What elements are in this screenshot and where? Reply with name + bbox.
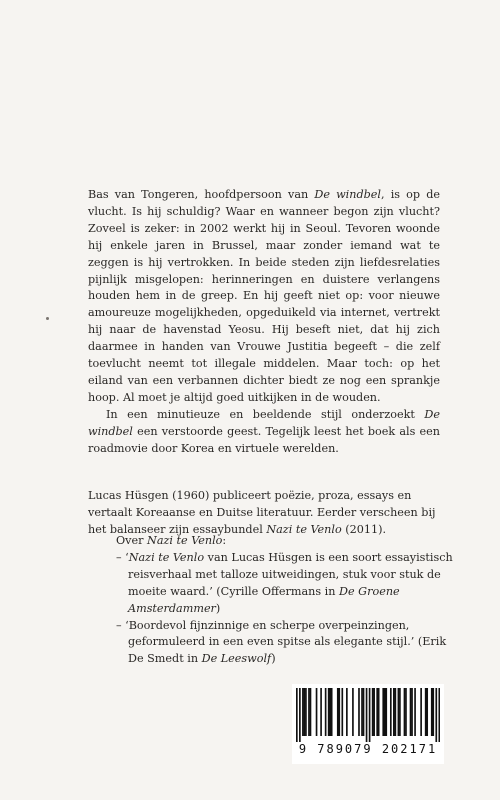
barcode [292, 684, 444, 764]
review-quotes [116, 533, 456, 668]
text-run: In een minutieuze en beeldende stijl onderzoekt [106, 407, 425, 421]
barcode-bar [425, 688, 427, 736]
barcode-bar [328, 688, 330, 736]
barcode-bar [302, 688, 304, 736]
text-run: Bas van Tongeren, hoofdpersoon van [88, 188, 315, 201]
barcode-bar [435, 688, 437, 742]
blurb-paragraph-2 [88, 407, 440, 458]
italic-title: De Groene Amsterdammer [128, 584, 400, 615]
quotes-heading [116, 533, 456, 550]
barcode-bar [329, 688, 331, 736]
italic-title: Nazi te Venlo [128, 550, 205, 564]
barcode-bar [352, 688, 354, 736]
barcode-bar [341, 688, 343, 736]
barcode-bar [393, 688, 395, 736]
barcode-bar [305, 688, 307, 736]
barcode-bar [414, 688, 416, 736]
italic-title: Nazi te Venlo [266, 522, 342, 536]
author-bio [88, 488, 440, 539]
barcode-bar [432, 688, 434, 736]
barcode-bar [398, 688, 400, 736]
barcode-bars [296, 688, 440, 742]
review-quote-2 [116, 618, 456, 669]
text-run: : [222, 534, 227, 547]
barcode-bar [395, 688, 397, 736]
barcode-bar [369, 688, 371, 742]
italic-title: De Leeswolf [201, 652, 272, 666]
barcode-bar [363, 688, 365, 736]
barcode-bar [438, 688, 440, 742]
blurb-paragraph-1 [88, 187, 440, 407]
italic-title: De windbel [314, 188, 381, 201]
italic-title: Nazi te Venlo [147, 534, 223, 547]
barcode-bar [411, 688, 413, 736]
barcode-bar [426, 688, 428, 736]
text-run: Over [116, 534, 148, 547]
barcode-bar [405, 688, 407, 736]
text-run: – ‘Boordevol fijnzinnige en scherpe overpeinzingen, geformuleerd in een even spitse als elegante stijl.’ (Erik De Smedt in [116, 618, 447, 666]
barcode-bar [376, 688, 378, 736]
barcode-bar [338, 688, 340, 736]
author-bio-paragraph [88, 488, 440, 539]
barcode-bar [296, 688, 298, 742]
review-quote-1 [116, 550, 456, 618]
barcode-bar [404, 688, 406, 736]
italic-title: De windbel [88, 407, 440, 438]
barcode-bar [308, 688, 310, 736]
barcode-bar [346, 688, 348, 736]
barcode-bar [304, 688, 306, 736]
text-run: ) [271, 652, 276, 666]
text-run: ) [215, 601, 221, 615]
barcode-bar [373, 688, 375, 736]
barcode-bar [358, 688, 360, 736]
print-speck [46, 317, 49, 320]
barcode-bar [420, 688, 422, 736]
barcode-bar [337, 688, 339, 736]
isbn-number: 9 789079 202171 [298, 742, 438, 756]
barcode-bar [316, 688, 318, 736]
text-run: , is op de vlucht. Is hij schuldig? Waar en wanneer begon zijn vlucht? Zoveel is zeker: in 2002 werkt hij in Seoul. Tevoren woonde hij enkele jaren in Brussel, maar zonder iemand wat te zeggen is hij vertrokken. In beide steden zijn liefdesrelaties pijnlijk misgelopen: herinneringen en duistere verlangens houden hem in de greep. En hij geeft niet op: voor nieuwe amoureuze mogelijkheden, opgeduikeld via internet, vertrekt hij naar de havenstad Yeosu. Hij beseft niet, dat hij zich daarmee in handen van Vrouwe Justitia begeeft – die zelf toevlucht neemt tot illegale middelen. Maar toch: op het eiland van een verbannen dichter biedt ze nog een sprankje hoop. Al moet je altijd goed uitkijken in de wouden. [88, 188, 440, 404]
barcode-bar [385, 688, 387, 736]
barcode-bar [384, 688, 386, 736]
blurb-text [88, 187, 440, 458]
barcode-bar [325, 688, 327, 736]
barcode-bar [431, 688, 433, 736]
barcode-bar [320, 688, 322, 736]
barcode-bar [399, 688, 401, 736]
text-run: van Lucas Hüsgen is een soort essayistisch reisverhaal met talloze uitweidingen, stuk voor stuk de moeite waard.’ (Cyrille Offermans in [128, 550, 453, 598]
barcode-bar [366, 688, 368, 742]
barcode-bar [361, 688, 363, 736]
text-run: Lucas Hüsgen (1960) publiceert poëzie, proza, essays en vertaalt Koreaanse en Duitse literatuur. Eerder verscheen bij het balanseer zijn essaybundel [88, 489, 436, 536]
barcode-bar [299, 688, 301, 742]
barcode-bar [372, 688, 374, 736]
barcode-bar [310, 688, 312, 736]
barcode-bar [390, 688, 392, 736]
text-run: een verstoorde geest. Tegelijk leest het boek als een roadmovie door Korea en virtuele werelden. [88, 424, 440, 455]
barcode-bar [331, 688, 333, 736]
barcode-bar [378, 688, 380, 736]
text-run: (2011). [341, 522, 387, 536]
text-run: – ‘ [116, 550, 129, 564]
barcode-bar [410, 688, 412, 736]
barcode-bar [382, 688, 384, 736]
